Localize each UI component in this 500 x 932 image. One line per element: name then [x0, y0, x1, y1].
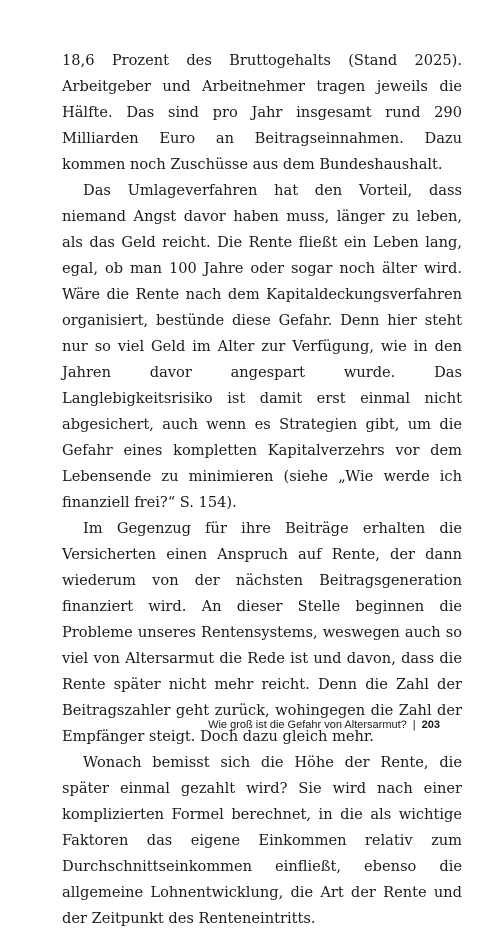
- paragraph-contribution-financing: 18,6 Prozent des Bruttogehalts (Stand 2025). Arbeitgeber und Arbeitnehmer tragen jeweils die Hälfte. Das sind pro Jahr insgesamt rund 290 Milliarden Euro an Beitragseinnahmen. Dazu kommen noch Zuschüsse aus dem Bundeshaushalt.: [62, 52, 462, 173]
- running-title: Wie groß ist die Gefahr von Altersarmut?: [208, 719, 407, 731]
- body-text: [62, 48, 462, 932]
- page-footer: [208, 718, 440, 732]
- paragraph-pension-entitlement: Im Gegenzug für ihre Beiträge erhalten die Versicherten einen Anspruch auf Rente, der dann wiederum von der nächsten Beitragsgeneration finanziert wird. An dieser Stelle beginnen die Probleme unseres Rentensystems, weswegen auch so viel von Altersarmut die Rede ist und davon, dass die Rente später nicht mehr reicht. Denn die Zahl der Beitragszahler geht zurück, wohingegen die Zahl der Empfänger steigt. Doch dazu gleich mehr.: [62, 520, 462, 745]
- page-number: 203: [421, 719, 440, 731]
- footer-separator: |: [412, 719, 416, 731]
- paragraph-pension-calculation: Wonach bemisst sich die Höhe der Rente, die später einmal gezahlt wird? Sie wird nach einer komplizierten Formel berechnet, in die als wichtige Faktoren das eigene Einkommen relativ zum Durchschnittseinkommen einfließt, ebenso die allgemeine Lohnentwicklung, die Art der Rente und der Zeitpunkt des Renteneintritts.: [62, 754, 462, 927]
- paragraph-pay-as-you-go-advantage: Das Umlageverfahren hat den Vorteil, dass niemand Angst davor haben muss, länger zu leben, als das Geld reicht. Die Rente fließt ein Leben lang, egal, ob man 100 Jahre oder sogar noch älter wird. Wäre die Rente nach dem Kapitaldeckungsverfahren organisiert, bestünde diese Gefahr. Denn hier steht nur so viel Geld im Alter zur Verfügung, wie in den Jahren davor angespart wurde. Das Langlebigkeitsrisiko ist damit erst einmal nicht abgesichert, auch wenn es Strategien gibt, um die Gefahr eines kompletten Kapitalverzehrs vor dem Lebensende zu minimieren (siehe „Wie werde ich finanziell frei?“ S. 154).: [62, 182, 462, 511]
